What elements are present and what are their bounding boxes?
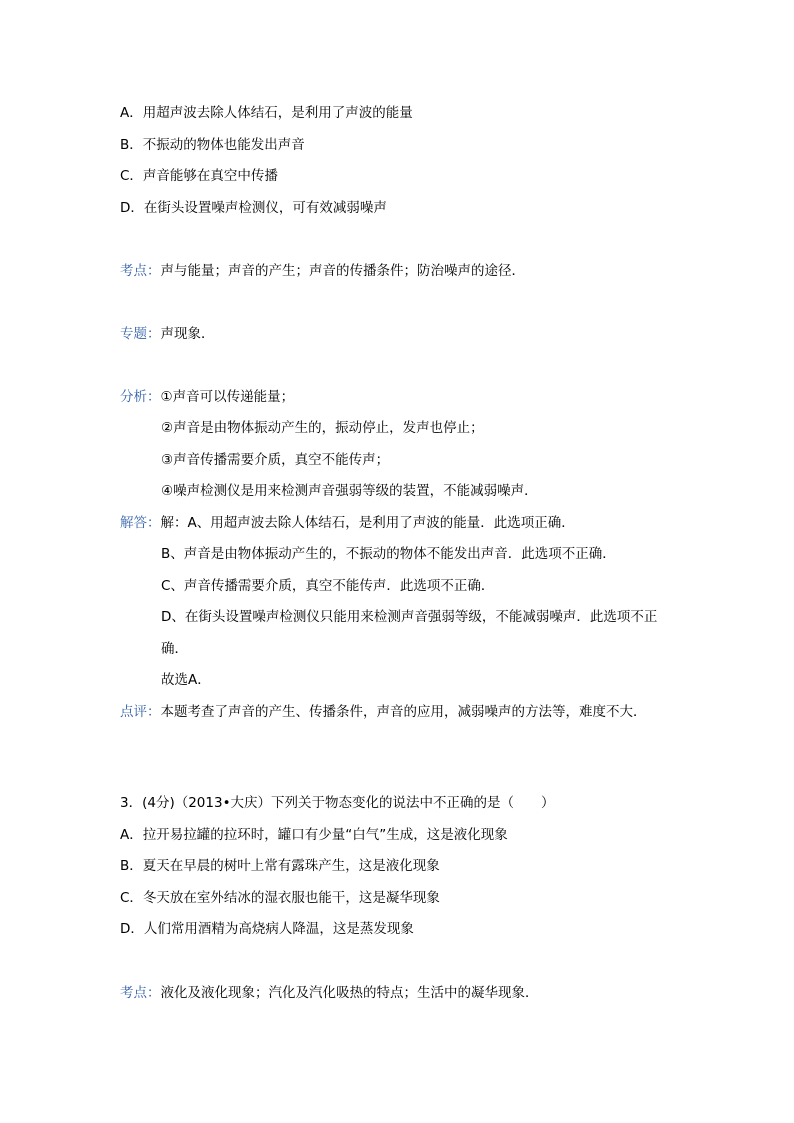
fenxi-line: ④噪声检测仪是用来检测声音强弱等级的装置，不能减弱噪声． bbox=[161, 483, 538, 499]
q2-dianping bbox=[120, 703, 647, 721]
q2-option-a: A．用超声波去除人体结石，是利用了声波的能量 bbox=[120, 105, 413, 121]
q2-option-c: C．声音能够在真空中传播 bbox=[120, 168, 278, 184]
q3-kaodian bbox=[120, 984, 539, 1002]
jieda-label: 解答： bbox=[120, 515, 161, 531]
q3-option-b: B．夏天在早晨的树叶上常有露珠产生，这是液化现象 bbox=[120, 858, 440, 874]
kaodian-label: 考点： bbox=[120, 263, 161, 279]
kaodian-text: 声与能量；声音的产生；声音的传播条件；防治噪声的途径． bbox=[160, 263, 525, 279]
kaodian-text: 液化及液化现象；汽化及汽化吸热的特点；生活中的凝华现象． bbox=[160, 985, 539, 1001]
q2-fenxi bbox=[120, 388, 294, 406]
q2-zhuanti bbox=[120, 325, 215, 343]
jieda-line: D、在街头设置噪声检测仪只能用来检测声音强弱等级，不能减弱噪声．此选项不正 bbox=[161, 609, 658, 625]
dianping-text: 本题考查了声音的产生、传播条件，声音的应用，减弱噪声的方法等，难度不大． bbox=[160, 704, 647, 720]
jieda-line: 故选A． bbox=[161, 672, 211, 688]
q2-option-d: D．在街头设置噪声检测仪，可有效减弱噪声 bbox=[120, 200, 387, 216]
q2-option-b: B．不振动的物体也能发出声音 bbox=[120, 137, 305, 153]
q3-stem: 3．(4分)（2013•大庆）下列关于物态变化的说法中不正确的是（ ） bbox=[120, 795, 555, 811]
zhuanti-text: 声现象． bbox=[160, 326, 215, 342]
q2-jieda bbox=[120, 514, 575, 532]
fenxi-line: ①声音可以传递能量； bbox=[160, 389, 295, 405]
dianping-label: 点评： bbox=[120, 704, 161, 720]
q3-option-c: C．冬天放在室外结冰的湿衣服也能干，这是凝华现象 bbox=[120, 890, 440, 906]
jieda-line: 确． bbox=[161, 641, 188, 657]
q2-kaodian bbox=[120, 262, 525, 280]
q3-option-d: D．人们常用酒精为高烧病人降温，这是蒸发现象 bbox=[120, 921, 414, 937]
fenxi-line: ③声音传播需要介质，真空不能传声； bbox=[161, 452, 390, 468]
q3-option-a: A．拉开易拉罐的拉环时，罐口有少量“白气”生成，这是液化现象 bbox=[120, 827, 508, 843]
fenxi-line: ②声音是由物体振动产生的，振动停止，发声也停止； bbox=[161, 420, 484, 436]
kaodian-label: 考点： bbox=[120, 985, 161, 1001]
jieda-line: 解：A、用超声波去除人体结石，是利用了声波的能量．此选项正确． bbox=[160, 515, 575, 531]
jieda-line: C、声音传播需要介质，真空不能传声．此选项不正确． bbox=[161, 578, 495, 594]
jieda-line: B、声音是由物体振动产生的，不振动的物体不能发出声音．此选项不正确． bbox=[161, 546, 616, 562]
zhuanti-label: 专题： bbox=[120, 326, 161, 342]
fenxi-label: 分析： bbox=[120, 389, 161, 405]
